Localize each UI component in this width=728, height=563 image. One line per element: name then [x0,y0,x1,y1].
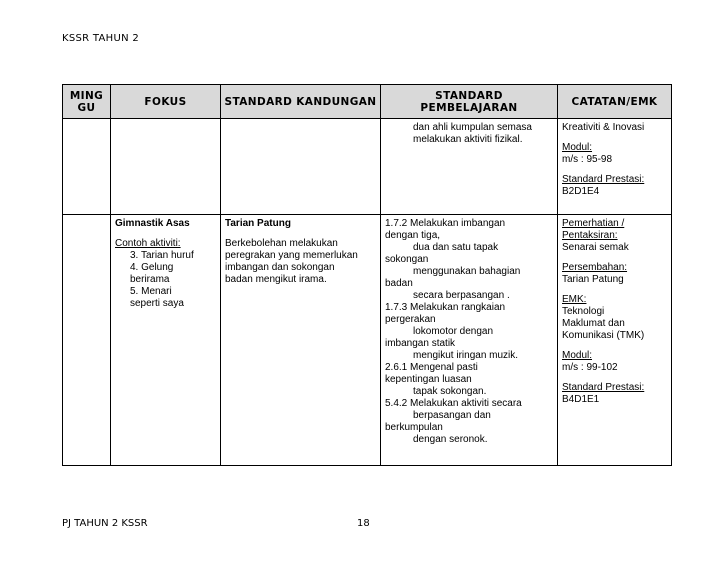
standard-prestasi-label: Standard Prestasi: [562,382,645,393]
col-header-standard-kandungan: STANDARD KANDUNGAN [221,85,381,119]
footer-text: PJ TAHUN 2 KSSR [62,518,148,529]
sp-line: tapak sokongan. [413,386,487,397]
sp-line: dua dan satu tapak [413,242,499,253]
pentaksiran-label: Pentaksiran: [562,230,618,241]
sk-line: peregrakan yang memerlukan [225,250,358,261]
cell-catatan [558,119,672,215]
fokus-title: Gimnastik Asas [115,218,190,229]
sp-line: 1.7.3 Melakukan rangkaian [385,302,506,313]
sk-title: Tarian Patung [225,218,291,229]
cell-minggu [63,119,111,215]
emk-label: EMK: [562,294,587,305]
sp-line: dengan tiga, [385,230,441,241]
modul-value: m/s : 95-98 [562,154,613,165]
sk-line: imbangan dan sokongan [225,262,335,273]
sp-line: kepentingan luasan [385,374,472,385]
sp-line: 2.6.1 Mengenal pasti [385,362,478,373]
cell-minggu [63,215,111,466]
emk-line: Teknologi [562,306,605,317]
activity-item: 3. Tarian huruf [130,250,194,261]
sp-line: badan [385,278,413,289]
table-row [63,215,672,466]
cell-standard-pembelajaran [381,215,558,466]
sp-line: berkumpulan [385,422,443,433]
col-header-sp-line1: STANDARD [435,89,503,102]
modul-label: Modul: [562,350,593,361]
sp-line: pergerakan [385,314,436,325]
sp-line: 5.4.2 Melakukan aktiviti secara [385,398,522,409]
page-number: 18 [357,518,370,529]
col-header-minggu-line1: MING [69,89,104,102]
contoh-aktiviti-label: Contoh aktiviti: [115,238,181,249]
emk-line: Komunikasi (TMK) [562,330,645,341]
col-header-fokus: FOKUS [111,85,221,119]
sp-line: 1.7.2 Melakukan imbangan [385,218,506,229]
cell-standard-pembelajaran [381,119,558,215]
sp-line: melakukan aktiviti fizikal. [413,134,523,145]
activity-item: seperti saya [130,298,184,309]
table-header-row [63,85,672,119]
table-row [63,119,672,215]
standard-prestasi-value: B2D1E4 [562,186,600,197]
lesson-plan-table [62,84,672,466]
sp-line: menggunakan bahagian [413,266,521,277]
standard-prestasi-label: Standard Prestasi: [562,174,645,185]
standard-prestasi-value: B4D1E1 [562,394,600,405]
col-header-sp-line2: PEMBELAJARAN [420,101,518,114]
persembahan-label: Persembahan: [562,262,628,273]
pentaksiran-value: Senarai semak [562,242,629,253]
col-header-minggu-line2: GU [77,101,96,114]
cell-standard-kandungan [221,215,381,466]
sp-line: dan ahli kumpulan semasa [413,122,532,133]
sp-line: mengikut iringan muzik. [413,350,519,361]
sp-line: lokomotor dengan [413,326,494,337]
catatan-text: Kreativiti & Inovasi [562,122,645,133]
document-header: KSSR TAHUN 2 [62,33,140,44]
cell-catatan [558,215,672,466]
activity-item: berirama [130,274,170,285]
activity-item: 4. Gelung [130,262,174,273]
col-header-standard-pembelajaran [381,85,558,119]
sp-line: sokongan [385,254,429,265]
sp-line: imbangan statik [385,338,456,349]
modul-value: m/s : 99-102 [562,362,618,373]
emk-line: Maklumat dan [562,318,625,329]
col-header-catatan: CATATAN/EMK [558,85,672,119]
sk-line: badan mengikut irama. [225,274,327,285]
sp-line: secara berpasangan . [413,290,510,301]
pemerhatian-label: Pemerhatian / [562,218,625,229]
sp-line: dengan seronok. [413,434,488,445]
sp-line: berpasangan dan [413,410,491,421]
sk-line: Berkebolehan melakukan [225,238,338,249]
activity-item: 5. Menari [130,286,172,297]
cell-standard-kandungan [221,119,381,215]
col-header-minggu [63,85,111,119]
cell-fokus [111,119,221,215]
cell-fokus [111,215,221,466]
modul-label: Modul: [562,142,593,153]
persembahan-value: Tarian Patung [562,274,624,285]
